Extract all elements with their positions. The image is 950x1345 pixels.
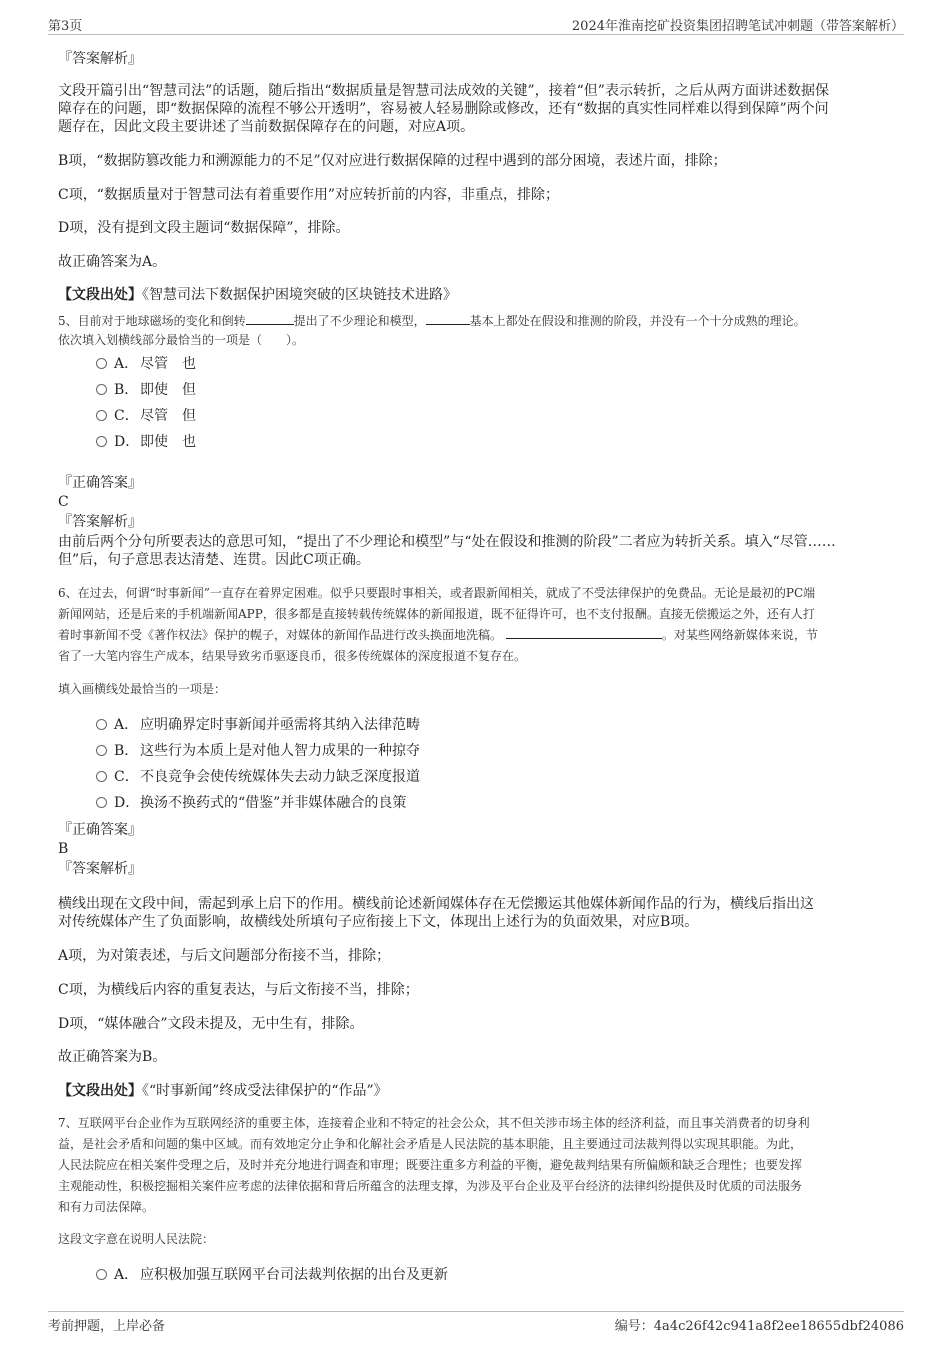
q7-stem-line-1: 7、互联网平台企业作为互联网经济的重要主体，连接着企业和不特定的社会公众，其不但关涉市场主体的经济利益，而且事关消费者的切身利 bbox=[58, 1116, 810, 1130]
q4-source-title: 《智慧司法下数据保护困境突破的区块链技术进路》 bbox=[142, 287, 457, 303]
document-title: 2024年淮南挖矿投资集团招聘笔试冲刺题（带答案解析） bbox=[571, 19, 904, 34]
q5-analysis-label: 『答案解析』 bbox=[58, 514, 142, 530]
radio-icon[interactable] bbox=[96, 771, 107, 782]
q6-stem-line-2: 新闻网站，还是后来的手机端新闻APP，很多都是直接转载传统媒体的新闻报道，既不征得许可，也不支付报酬。直接无偿搬运之外，还有人打 bbox=[58, 607, 815, 621]
page-footer bbox=[48, 1311, 904, 1336]
radio-icon[interactable] bbox=[96, 358, 107, 369]
q4-option-d-analysis: D项，没有提到文段主题词“数据保障”，排除。 bbox=[58, 220, 350, 236]
q6-source-label: 【文段出处】 bbox=[58, 1083, 142, 1099]
q4-analysis-line-3: 题存在，因此文段主要讲述了当前数据保障存在的问题，对应A项。 bbox=[58, 119, 475, 135]
q6-option-c[interactable]: C．不良竞争会使传统媒体失去动力缺乏深度报道 bbox=[96, 767, 420, 787]
q6-option-a-analysis: A项，为对策表述，与后文问题部分衔接不当，排除； bbox=[58, 948, 391, 964]
q6-stem-line-1: 6、在过去，何谓“时事新闻”一直存在着界定困难。似乎只要跟时事相关，或者跟新闻相关，就成了不受法律保护的免费品。无论是最初的PC端 bbox=[58, 586, 816, 600]
q5-analysis-line-2: 但”后，句子意思表达清楚、连贯。因此C项正确。 bbox=[58, 552, 370, 568]
q4-option-c-analysis: C项，“数据质量对于智慧司法有着重要作用”对应转折前的内容，非重点，排除； bbox=[58, 187, 560, 203]
q4-analysis-line-2: 障存在的问题，即“数据保障的流程不够公开透明”，容易被人轻易删除或修改，还有“数据的真实性同样难以得到保障”两个问 bbox=[58, 101, 829, 117]
radio-icon[interactable] bbox=[96, 410, 107, 421]
q7-stem-line-5: 和有力司法保障。 bbox=[58, 1200, 155, 1214]
q4-option-b-analysis: B项，“数据防篡改能力和溯源能力的不足”仅对应进行数据保障的过程中遇到的部分困境，表述片面，排除； bbox=[58, 153, 727, 169]
page-header bbox=[48, 12, 904, 35]
q6-stem-line-4: 省了一大笔内容生产成本，结果导致劣币驱逐良币，很多传统媒体的深度报道不复存在。 bbox=[58, 649, 527, 663]
q4-conclusion: 故正确答案为A。 bbox=[58, 254, 167, 270]
q6-answer: B bbox=[58, 841, 69, 857]
q4-source-label: 【文段出处】 bbox=[58, 287, 142, 303]
q5-answer-label: 『正确答案』 bbox=[58, 475, 142, 491]
q6-analysis-line-1: 横线出现在文段中间，需起到承上启下的作用。横线前论述新闻媒体存在无偿搬运其他媒体新闻作品的行为，横线后指出这 bbox=[58, 896, 814, 912]
q4-source bbox=[58, 286, 457, 304]
radio-icon[interactable] bbox=[96, 797, 107, 808]
page-number: 第3页 bbox=[48, 19, 83, 34]
q7-prompt: 这段文字意在说明人民法院： bbox=[58, 1232, 215, 1246]
radio-icon[interactable] bbox=[96, 384, 107, 395]
q4-analysis-line-1: 文段开篇引出“智慧司法”的话题，随后指出“数据质量是智慧司法成效的关键”，接着“但”表示转折，之后从两方面讲述数据保 bbox=[58, 83, 829, 99]
q6-stem-line-3: 着时事新闻不受《著作权法》保护的幌子，对媒体的新闻作品进行改头换面地洗稿。 。对某些网络新媒体来说，节 bbox=[58, 628, 818, 642]
q5-option-c[interactable]: C．尽管 但 bbox=[96, 406, 196, 426]
q6-option-a[interactable]: A． 应明确界定时事新闻并亟需将其纳入法律范畴 bbox=[96, 715, 420, 735]
q6-source-title: 《“时事新闻”终成受法律保护的“作品”》 bbox=[142, 1083, 388, 1099]
q5-option-d[interactable]: D．即使 也 bbox=[96, 432, 196, 452]
q4-analysis-label: 『答案解析』 bbox=[58, 51, 142, 67]
q6-option-d-analysis: D项，“媒体融合”文段未提及，无中生有，排除。 bbox=[58, 1016, 364, 1032]
q6-analysis-label: 『答案解析』 bbox=[58, 861, 142, 877]
q6-conclusion: 故正确答案为B。 bbox=[58, 1049, 167, 1065]
radio-icon[interactable] bbox=[96, 719, 107, 730]
radio-icon[interactable] bbox=[96, 436, 107, 447]
q5-stem-line-2: 依次填入划横线部分最恰当的一项是（ ）。 bbox=[58, 333, 305, 347]
q7-stem-line-2: 益，是社会矛盾和问题的集中区域。而有效地定分止争和化解社会矛盾是人民法院的基本职能，且主要通过司法裁判得以实现其职能。为此， bbox=[58, 1137, 803, 1151]
document-id: 编号：4a4c26f42c941a8f2ee18655dbf24086 bbox=[614, 1319, 904, 1334]
q5-blank-2 bbox=[426, 312, 470, 325]
q5-analysis-line-1: 由前后两个分句所要表达的意思可知，“提出了不少理论和模型”与“处在假设和推测的阶段”二者应为转折关系。填入“尽管…… bbox=[58, 534, 836, 550]
q6-blank bbox=[506, 626, 662, 639]
q5-option-b[interactable]: B． 即使 但 bbox=[96, 380, 196, 400]
q6-answer-label: 『正确答案』 bbox=[58, 822, 142, 838]
q5-blank-1 bbox=[246, 312, 294, 325]
q7-option-a[interactable]: A． 应积极加强互联网平台司法裁判依据的出台及更新 bbox=[96, 1265, 448, 1285]
q5-option-a[interactable]: A． 尽管 也 bbox=[96, 354, 196, 374]
q7-stem-line-3: 人民法院应在相关案件受理之后，及时并充分地进行调查和审理；既要注重多方利益的平衡，避免裁判结果有所偏颇和缺乏合理性；也要发挥 bbox=[58, 1158, 803, 1172]
q6-prompt: 填入画横线处最恰当的一项是： bbox=[58, 682, 227, 696]
q7-stem-line-4: 主观能动性，积极挖掘相关案件应考虑的法律依据和背后所蕴含的法理支撑，为涉及平台企业及平台经济的法律纠纷提供及时优质的司法服务 bbox=[58, 1179, 803, 1193]
q5-stem-line-1: 5、目前对于地球磁场的变化和倒转 提出了不少理论和模型， 基本上都处在假设和推测的阶段，并没有一个十分成熟的理论。 bbox=[58, 314, 806, 328]
q6-option-b[interactable]: B． 这些行为本质上是对他人智力成果的一种掠夺 bbox=[96, 741, 420, 761]
q6-option-c-analysis: C项，为横线后内容的重复表达，与后文衔接不当，排除； bbox=[58, 982, 419, 998]
radio-icon[interactable] bbox=[96, 1269, 107, 1280]
q5-answer: C bbox=[58, 494, 69, 510]
footer-slogan: 考前押题，上岸必备 bbox=[48, 1319, 166, 1334]
q6-analysis-line-2: 对传统媒体产生了负面影响，故横线处所填句子应衔接上下文，体现出上述行为的负面效果，对应B项。 bbox=[58, 914, 699, 930]
radio-icon[interactable] bbox=[96, 745, 107, 756]
q6-source bbox=[58, 1082, 388, 1100]
q6-option-d[interactable]: D．换汤不换药式的“借鉴”并非媒体融合的良策 bbox=[96, 793, 406, 813]
